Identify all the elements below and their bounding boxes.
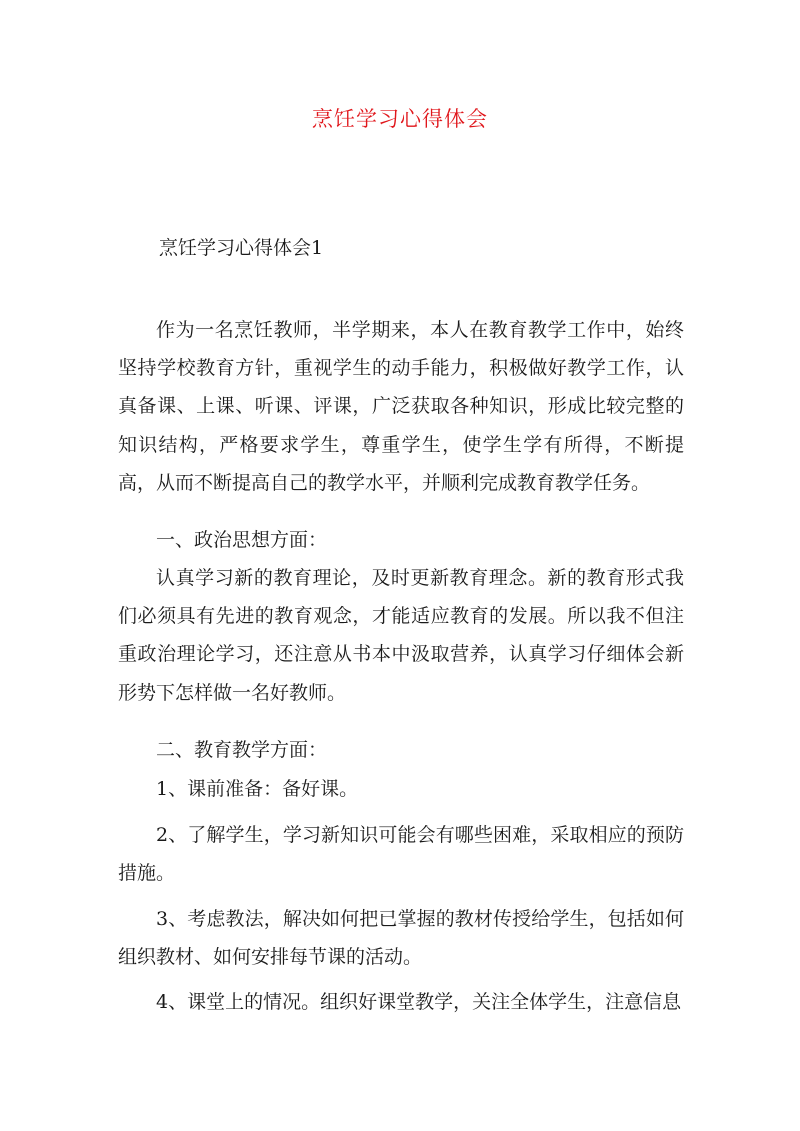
list-item-2: 2、了解学生，学习新知识可能会有哪些困难，采取相应的预防措施。	[118, 824, 684, 885]
paragraph-intro: 作为一名烹饪教师，半学期来，本人在教育教学工作中，始终坚持学校教育方针，重视学生的动手能力，积极做好教学工作，认真备课、上课、听课、评课，广泛获取各种知识，形成比较完整的知识结构，严格要求学生，尊重学生，使学生学有所得，不断提高，从而不断提高自己的教学水平，并顺利完成教育教学任务。	[118, 319, 684, 494]
list-item-4: 4、课堂上的情况。组织好课堂教学，关注全体学生，注意信息	[156, 991, 682, 1013]
list-item-3: 3、考虑教法，解决如何把已掌握的教材传授给学生，包括如何组织教材、如何安排每节课的活动。	[118, 908, 684, 969]
section-heading: 烹饪学习心得体会1	[159, 237, 324, 259]
subheading-teaching: 二、教育教学方面：	[156, 739, 328, 761]
list-item-1: 1、课前准备：备好课。	[156, 778, 359, 800]
subheading-politics: 一、政治思想方面：	[156, 529, 328, 551]
document-title: 烹饪学习心得体会	[312, 107, 488, 131]
paragraph-politics: 认真学习新的教育理论，及时更新教育理念。新的教育形式我们必须具有先进的教育观念，才能适应教育的发展。所以我不但注重政治理论学习，还注意从书本中汲取营养，认真学习仔细体会新形势下怎样做一名好教师。	[118, 567, 684, 704]
